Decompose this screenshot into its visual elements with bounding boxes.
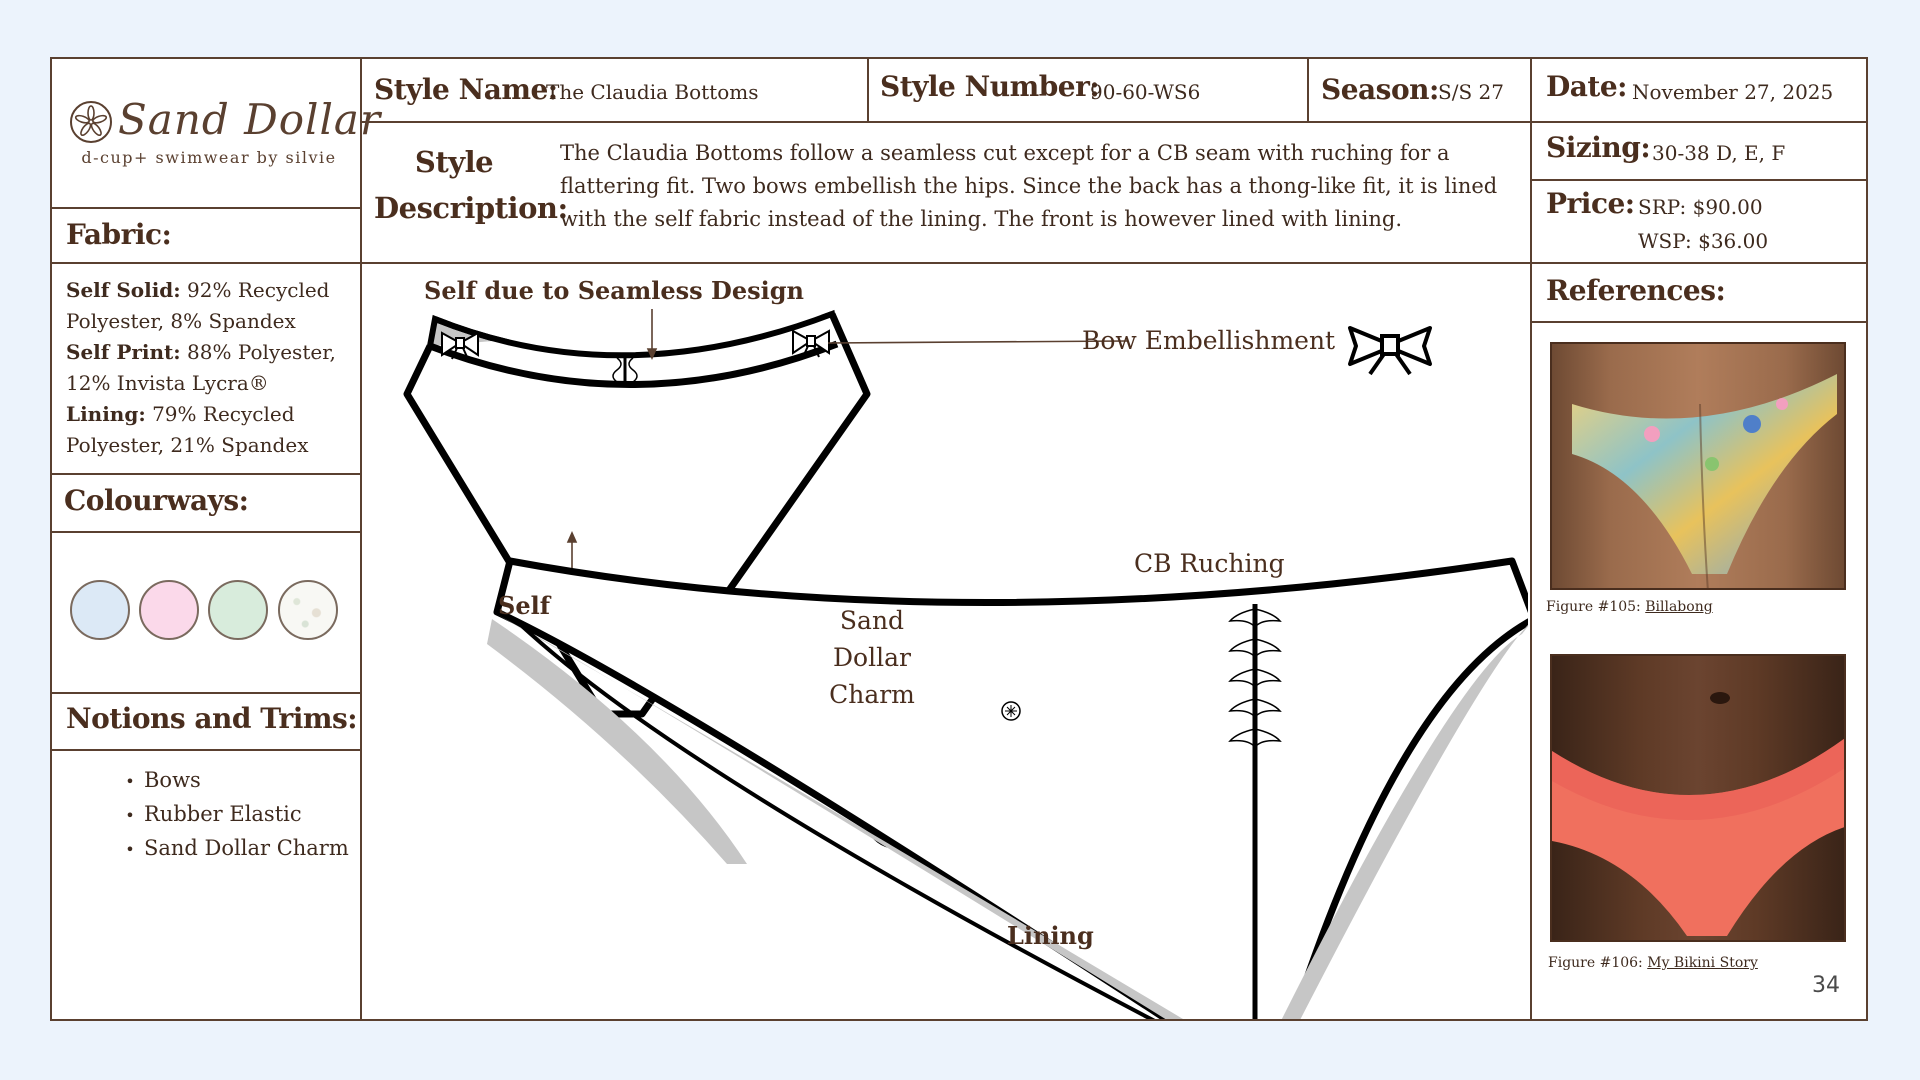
self-print-label: Self Print: [66, 340, 181, 364]
notions-list [116, 764, 349, 866]
callout-charm-1: Sand [839, 606, 905, 635]
divider-colourways-bottom [52, 692, 360, 694]
divider-fabric [52, 262, 360, 264]
fig1-prefix: Figure #105: [1546, 599, 1641, 615]
swatch-white-print [278, 580, 338, 640]
sand-dollar-logo-icon [68, 99, 114, 145]
notion-item: • Rubber Elastic [116, 798, 349, 832]
sizing-label: Sizing: [1546, 131, 1651, 164]
style-number-value: 90-60-WS6 [1090, 80, 1201, 104]
swatch-green [208, 580, 268, 640]
callout-charm-2: Dollar [833, 643, 911, 672]
divider-header-a [867, 59, 869, 121]
self-print-l2: 12% Invista Lycra® [66, 371, 269, 395]
style-number-label: Style Number: [880, 70, 1100, 103]
divider-right-col [1530, 59, 1532, 1021]
references-title: References: [1546, 274, 1726, 307]
price-wsp: WSP: $36.00 [1638, 229, 1769, 253]
notion-item: • Bows [116, 764, 349, 798]
style-name-label: Style Name: [374, 73, 558, 106]
fig1-link[interactable]: Billabong [1645, 599, 1713, 615]
technical-flat-drawing [362, 264, 1528, 1019]
notion-item: • Sand Dollar Charm [116, 832, 349, 866]
small-charm-icon [1002, 702, 1020, 720]
reference-caption-2 [1548, 955, 1758, 971]
reference-caption-1 [1546, 599, 1713, 615]
date-label: Date: [1546, 70, 1628, 103]
sizing-value: 30-38 D, E, F [1652, 141, 1786, 165]
swatch-pink [139, 580, 199, 640]
swatch-blue [70, 580, 130, 640]
style-name-value: The Claudia Bottoms [546, 80, 759, 104]
callout-lining: Lining [1007, 921, 1094, 950]
date-value: November 27, 2025 [1632, 80, 1834, 104]
divider-references [1530, 321, 1868, 323]
style-description-line-2: flattering fit. Two bows embellish the hips. Since the back has a thong-like fit, it is lined [560, 174, 1498, 198]
divider-header-b [1307, 59, 1309, 121]
season-value: S/S 27 [1438, 80, 1504, 104]
callout-seamless: Self due to Seamless Design [424, 276, 804, 305]
divider-notions [52, 749, 360, 751]
colourways-title: Colourways: [64, 484, 249, 517]
self-solid-label: Self Solid: [66, 278, 181, 302]
self-solid-l2: Polyester, 8% Spandex [66, 309, 296, 333]
lining-l2: Polyester, 21% Spandex [66, 433, 309, 457]
fig2-link[interactable]: My Bikini Story [1647, 955, 1758, 971]
notions-title: Notions and Trims: [66, 702, 358, 735]
callout-bow: Bow Embellishment [1082, 326, 1336, 355]
bikini-print-illustration [1552, 344, 1846, 590]
divider-header-row1 [360, 121, 1868, 123]
bikini-coral-illustration [1552, 656, 1846, 942]
fig2-prefix: Figure #106: [1548, 955, 1643, 971]
self-print-l1: 88% Polyester, [187, 340, 336, 364]
back-view-drawing [487, 559, 1528, 1019]
divider-fabric-bottom [52, 473, 360, 475]
callout-cb-ruching: CB Ruching [1134, 549, 1285, 578]
fabric-title: Fabric: [66, 218, 172, 251]
lining-label: Lining: [66, 402, 146, 426]
price-srp: SRP: $90.00 [1638, 195, 1763, 219]
style-description-label-1: Style [414, 145, 494, 179]
brand-tagline: d-cup+ swimwear by silvie [81, 148, 337, 167]
callout-charm-3: Charm [829, 680, 915, 709]
divider-colourways [52, 531, 360, 533]
brand-name: Sand Dollar [118, 95, 382, 144]
divider-logo [52, 207, 360, 209]
style-description-line-1: The Claudia Bottoms follow a seamless cut except for a CB seam with ruching for a [560, 141, 1450, 165]
style-description-line-3: with the self fabric instead of the lining. The front is however lined with lining. [560, 207, 1402, 231]
reference-image-billabong [1550, 342, 1846, 590]
price-label: Price: [1546, 187, 1635, 220]
callout-self: Self [498, 591, 551, 620]
divider-sizing [1530, 179, 1868, 181]
fabric-details [66, 275, 336, 461]
reference-image-my-bikini-story [1550, 654, 1846, 942]
style-description-label-2: Description: [374, 191, 568, 225]
tech-pack-sheet [50, 57, 1868, 1021]
bow-embellishment-icon [1350, 328, 1430, 374]
page-number: 34 [1812, 973, 1840, 998]
self-solid-l1: 92% Recycled [187, 278, 330, 302]
season-label: Season: [1321, 73, 1439, 106]
lining-l1: 79% Recycled [152, 402, 295, 426]
